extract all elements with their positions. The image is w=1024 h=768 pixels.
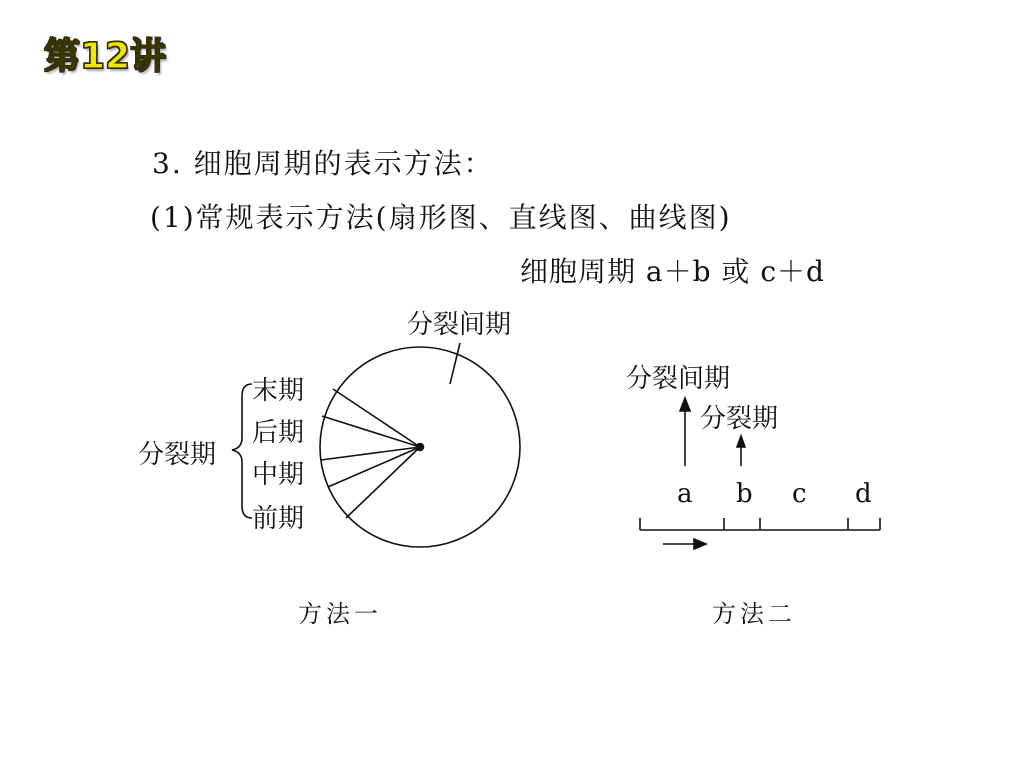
pie-interphase-label: 分裂间期 bbox=[407, 310, 512, 340]
line-interphase-label: 分裂间期 bbox=[626, 364, 731, 394]
method-subheading: (1)常规表示方法(扇形图、直线图、曲线图) bbox=[150, 201, 732, 234]
interphase-arrowhead bbox=[680, 398, 690, 411]
interphase-leader-line bbox=[450, 343, 460, 384]
pie-divider-bottom bbox=[346, 447, 420, 518]
stage-telophase-label: 末期 bbox=[252, 376, 305, 406]
stage-anaphase-label: 后期 bbox=[252, 418, 305, 448]
line-mitosis-label: 分裂期 bbox=[700, 404, 779, 434]
stage-brace bbox=[232, 384, 252, 518]
point-a-label: a bbox=[677, 479, 693, 509]
point-c-label: c bbox=[792, 479, 807, 509]
method2-caption: 方法二 bbox=[712, 600, 796, 628]
mitosis-arrowhead bbox=[737, 436, 745, 447]
stage-metaphase-label: 中期 bbox=[252, 460, 305, 490]
method1-caption: 方法一 bbox=[298, 600, 382, 628]
pie-mitosis-label: 分裂期 bbox=[138, 440, 217, 470]
pie-divider-2 bbox=[322, 416, 420, 447]
pie-center-dot bbox=[417, 444, 424, 451]
cell-cycle-formula: 细胞周期 a＋b 或 c＋d bbox=[520, 255, 825, 288]
section-heading: 3. 细胞周期的表示方法： bbox=[152, 147, 494, 180]
stage-prophase-label: 前期 bbox=[252, 504, 305, 534]
pie-divider-top bbox=[333, 389, 420, 447]
point-d-label: d bbox=[855, 479, 872, 509]
lecture-badge: 第12讲 bbox=[44, 36, 167, 77]
point-b-label: b bbox=[736, 479, 753, 509]
direction-arrowhead bbox=[694, 539, 706, 549]
